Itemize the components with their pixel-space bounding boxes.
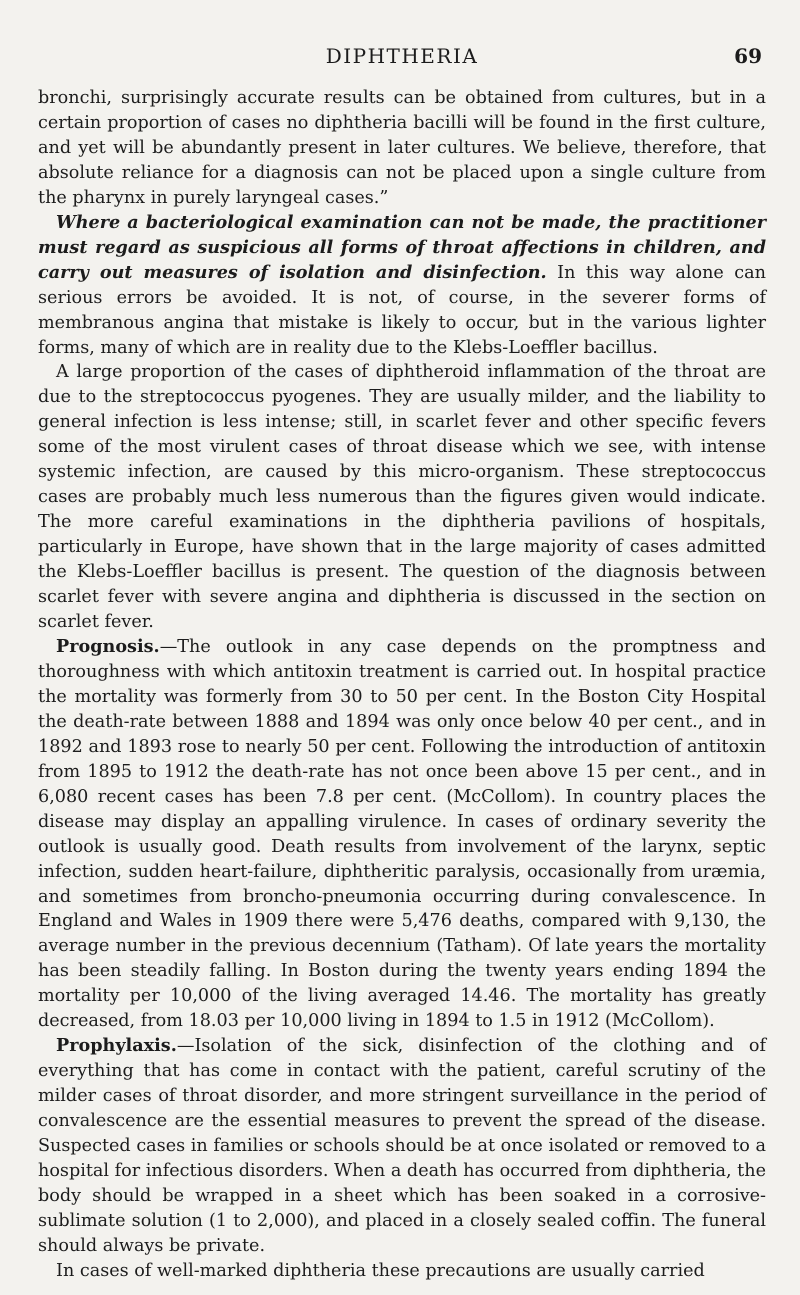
paragraph-precautions — [38, 1259, 766, 1284]
section-heading-prognosis: Prognosis. — [56, 635, 160, 657]
page-number: 69 — [734, 44, 762, 68]
paragraph-text: —Isolation of the sick, disinfection of the clothing and of everything that has come in contact with the patient, careful scrutiny of the milder cases of throat disorder, and more stringent surveillance in the period of convalescence are the essential measures to prevent the spread of the disease. Suspected cases in families or schools should be at once isolated or removed to a hospital for infectious disorders. When a death has occurred from diphtheria, the body should be wrapped in a sheet which has been soaked in a corrosive-sublimate solution (1 to 2,000), and placed in a closely sealed coffin. The funeral should always be private. — [38, 1036, 766, 1256]
paragraph-text: In this way alone can serious errors be avoided. It is not, of course, in the severer forms of membranous angina that mistake is likely to occur, but in the various lighter forms, many of which are in reality due to the Klebs-Loeffler bacillus. — [38, 262, 766, 358]
paragraph-bacteriological-caution — [38, 211, 766, 361]
emphasized-text: Where a bacteriological examination can not be made, the practitioner must regard as suspicious all forms of throat affections in children, and carry out measures of isolation and disinfection. — [38, 211, 766, 283]
paragraph-prophylaxis — [38, 1034, 766, 1259]
paragraph-streptococcus — [38, 360, 766, 634]
paragraph-continuation — [38, 86, 766, 211]
book-page — [38, 0, 766, 1295]
paragraph-text: A large proportion of the cases of diphtheroid inflammation of the throat are due to the streptococcus pyogenes. They are usually milder, and the liability to general infection is less intense; still, in scarlet fever and other specific fevers some of the most virulent cases of throat disease which we see, with intense systemic infection, are caused by this micro-organism. These streptococcus cases are probably much less numerous than the figures given would indicate. The more careful examinations in the diphtheria pavilions of hospitals, particularly in Europe, have shown that in the large majority of cases admitted the Klebs-Loeffler bacillus is present. The question of the diagnosis between scarlet fever with severe angina and diphtheria is discussed in the section on scarlet fever. — [38, 362, 766, 633]
section-heading-prophylaxis: Prophylaxis. — [56, 1035, 177, 1057]
body-text — [38, 86, 766, 1284]
paragraph-prognosis — [38, 635, 766, 1034]
running-head — [38, 44, 766, 72]
paragraph-text: In cases of well-marked diphtheria these precautions are usually carried — [56, 1260, 705, 1281]
running-title: DIPHTHERIA — [325, 44, 479, 68]
paragraph-text: —The outlook in any case depends on the promptness and thoroughness with which antitoxin treatment is carried out. In hospital practice the mortality was formerly from 30 to 50 per cent. In the Boston City Hospital the death-rate between 1888 and 1894 was only once below 40 per cent., and in 1892 and 1893 rose to nearly 50 per cent. Following the introduction of antitoxin from 1895 to 1912 the death-rate has not once been above 15 per cent., and in 6,080 recent cases has been 7.8 per cent. (McCollom). In country places the disease may display an appalling virulence. In cases of ordinary severity the outlook is usually good. Death results from involvement of the larynx, septic infection, sudden heart-failure, diphtheritic paralysis, occasionally from uræmia, and sometimes from broncho-pneumonia occurring during convalescence. In England and Wales in 1909 there were 5,476 deaths, compared with 9,130, the average number in the previous decennium (Tatham). Of late years the mortality has been steadily falling. In Boston during the twenty years ending 1894 the mortality per 10,000 of the living averaged 14.46. The mortality has greatly decreased, from 18.03 per 10,000 living in 1894 to 1.5 in 1912 (McCollom). — [38, 636, 766, 1032]
paragraph-text: bronchi, surprisingly accurate results can be obtained from cultures, but in a certain proportion of cases no diphtheria bacilli will be found in the first culture, and yet will be abundantly present in later cultures. We believe, therefore, that absolute reliance for a diagnosis can not be placed upon a single culture from the pharynx in purely laryngeal cases.” — [38, 88, 766, 208]
